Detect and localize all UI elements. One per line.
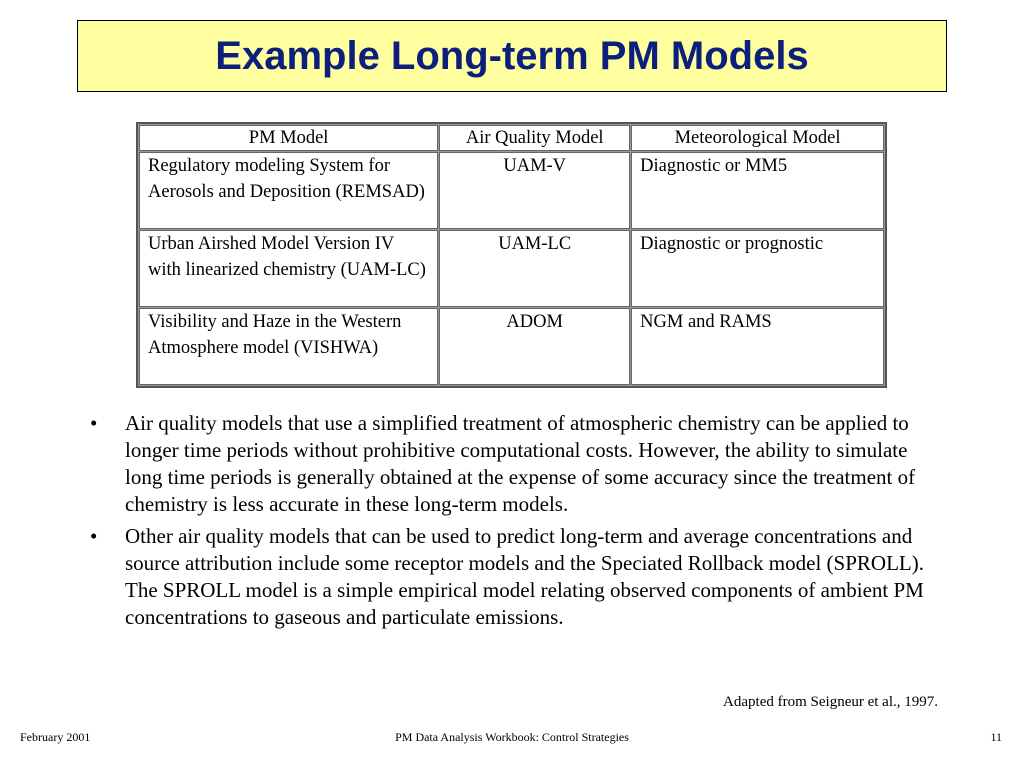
table-header-row: [139, 125, 884, 151]
source-citation: Adapted from Seigneur et al., 1997.: [723, 694, 938, 710]
bullet-icon: •: [90, 411, 98, 435]
bullet-text: Air quality models that use a simplified treatment of atmospheric chemistry can be applied to longer time periods without prohibitive computational costs. However, the ability to simulate long time periods is generally obtained at the expense of some accuracy since the treatment of chemistry is less accurate in these long-term models.: [125, 411, 916, 516]
table-cell: UAM-V: [439, 152, 630, 229]
title-box: [77, 20, 947, 92]
table-row: [139, 308, 884, 385]
table-cell: Visibility and Haze in the Western Atmosphere model (VISHWA): [139, 308, 438, 385]
table-cell: ADOM: [439, 308, 630, 385]
table-cell: Diagnostic or MM5: [631, 152, 884, 229]
bullet-text: Other air quality models that can be used to predict long-term and average concentrations and source attribution include some receptor models and the Speciated Rollback model (SPROLL). The SPROLL model is a simple empirical model relating observed components of ambient PM concentrations to gaseous and particulate emissions.: [125, 524, 924, 629]
header-pm-model: PM Model: [139, 125, 438, 151]
models-table: [136, 122, 887, 388]
bullet-icon: •: [90, 524, 98, 548]
table-cell: UAM-LC: [439, 230, 630, 307]
table-row: [139, 152, 884, 229]
bullet-item: [80, 523, 930, 631]
page-number: 11: [990, 730, 1002, 744]
footer-title: PM Data Analysis Workbook: Control Strategies: [395, 730, 629, 744]
table-cell: Regulatory modeling System for Aerosols and Deposition (REMSAD): [139, 152, 438, 229]
bullet-list: [80, 410, 930, 636]
slide-title: Example Long-term PM Models: [215, 33, 809, 78]
table-row: [139, 230, 884, 307]
table-cell: Urban Airshed Model Version IV with linearized chemistry (UAM-LC): [139, 230, 438, 307]
bullet-item: [80, 410, 930, 518]
header-air-quality-model: Air Quality Model: [439, 125, 630, 151]
footer-date: February 2001: [20, 730, 91, 744]
table-cell: NGM and RAMS: [631, 308, 884, 385]
header-meteorological-model: Meteorological Model: [631, 125, 884, 151]
table-cell: Diagnostic or prognostic: [631, 230, 884, 307]
